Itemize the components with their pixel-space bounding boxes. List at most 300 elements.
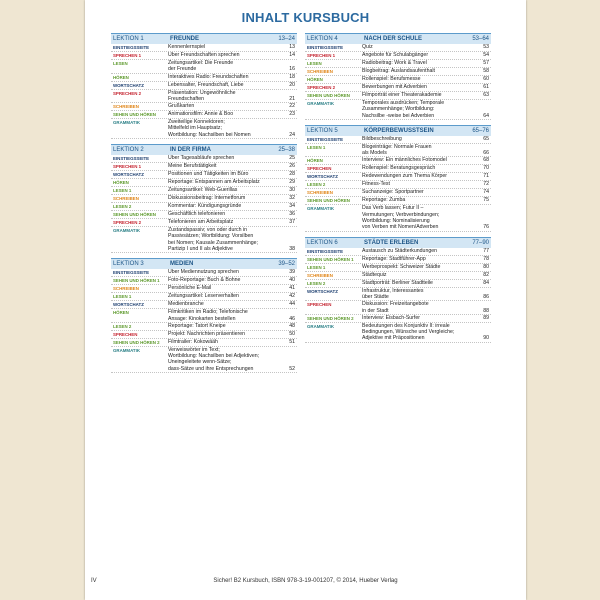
topic-text: Fitness-Test [362, 181, 390, 188]
lesson-header [305, 33, 491, 44]
topic-page: 64 [483, 112, 489, 119]
topic-lines [168, 211, 297, 218]
topic-page: 42 [289, 293, 295, 300]
topic-text: von Verben mit Nomen/Adverben [362, 224, 439, 231]
topic-line [168, 339, 297, 345]
topic-line [168, 52, 297, 58]
section-label: EINSTIEGSSEITE [307, 45, 344, 50]
topic-lines [168, 339, 297, 346]
topic-text: Meine Berufstätigkeit [168, 163, 217, 170]
topic-lines [362, 301, 491, 314]
topic-line [168, 132, 297, 138]
section-label: SEHEN UND HÖREN [113, 212, 156, 218]
contents-row [305, 60, 491, 68]
topic-page: 36 [289, 211, 295, 218]
contents-row [305, 288, 491, 302]
section-label: HÖREN [113, 180, 129, 186]
topic-lines [362, 44, 491, 51]
topic-lines [168, 171, 297, 178]
lesson-block [305, 237, 491, 343]
topic-page: 37 [289, 219, 295, 226]
topic-page: 28 [289, 171, 295, 178]
topic-line [168, 219, 297, 225]
topic-line [168, 163, 297, 169]
contents-row [111, 119, 297, 139]
topic-line [362, 173, 491, 179]
topic-page: 23 [289, 111, 295, 118]
topic-text: Mittelfeld im Hauptsatz; [168, 125, 222, 132]
topic-lines [168, 293, 297, 300]
topic-page: 71 [483, 173, 489, 180]
topic-lines [362, 76, 491, 83]
topic-text: Zusammenhänge; Wortbildung: [362, 106, 435, 113]
topic-text: Zeitungsartikel: Web-Guerillas [168, 187, 238, 194]
topic-line [362, 224, 491, 230]
topic-text: Präsentation: Ungewöhnliche [168, 89, 236, 96]
topic-page: 66 [483, 150, 489, 157]
section-label: SCHREIBEN [307, 69, 333, 74]
section-label: WORTSCHATZ [307, 288, 338, 294]
topic-lines [362, 144, 491, 157]
contents-row [305, 315, 491, 323]
section-label: LESEN 1 [113, 294, 132, 300]
topic-line [362, 157, 491, 163]
topic-line [168, 195, 297, 201]
topic-lines [168, 269, 297, 276]
lesson-title: MEDIEN [170, 261, 194, 268]
lesson-pages: 53–64 [472, 36, 489, 42]
topic-lines [362, 84, 491, 91]
topic-line [168, 366, 297, 372]
topic-text: Filmporträt einer Theaterakademie [362, 92, 442, 98]
topic-text: Zustandspassiv; von oder durch in [168, 227, 248, 234]
topic-text: Temporales ausdrücken; Temporale [362, 100, 445, 106]
contents-row [305, 248, 491, 256]
topic-text: Über Freundschaften sprechen [168, 52, 240, 58]
lesson-pages: 77–90 [472, 239, 489, 246]
topic-line [168, 103, 297, 109]
contents-row [111, 219, 297, 227]
topic-lines [362, 288, 491, 301]
topic-lines [168, 52, 297, 59]
topic-page: 88 [483, 307, 489, 314]
topic-line [168, 187, 297, 193]
topic-page: 77 [483, 247, 489, 254]
contents-row [111, 211, 297, 219]
topic-lines [362, 173, 491, 180]
topic-text: Adjektive mit Präpositionen [362, 335, 425, 342]
topic-text: Nachsilbe -weise bei Adverbien [362, 112, 435, 119]
topic-text: Rollenspiel: Beratungsgespräch [362, 165, 436, 172]
topic-text: Animationsfilm: Annie & Boo [168, 111, 234, 118]
topic-text: Blogbeitrag: Auslandsaufenthalt [362, 68, 435, 74]
topic-page: 75 [483, 197, 489, 204]
topic-page: 30 [289, 187, 295, 194]
lesson-block [111, 258, 297, 373]
topic-text: Medienbranche [168, 301, 204, 308]
contents-column-right [305, 33, 491, 348]
section-label: HÖREN [113, 310, 129, 316]
section-label: SEHEN UND HÖREN [307, 198, 350, 204]
lesson-header [111, 144, 297, 155]
topic-text: Interview: Ein männliches Fotomodel [362, 157, 447, 164]
topic-text: Reportage: Entspannen am Arbeitsplatz [168, 179, 260, 186]
topic-text: in der Stadt [362, 307, 389, 314]
topic-lines [168, 111, 297, 118]
section-label: SPRECHEN [307, 302, 332, 308]
section-label: LESEN 1 [307, 264, 326, 270]
contents-row [111, 82, 297, 90]
section-label: HÖREN [307, 158, 323, 164]
topic-line [362, 84, 491, 90]
contents-row [305, 68, 491, 76]
topic-page: 22 [289, 103, 295, 110]
topic-lines [362, 92, 491, 99]
topic-page: 70 [483, 165, 489, 172]
topic-text: Werbeprospekt: Schweizer Städte [362, 263, 441, 270]
lesson-number: LEKTION 6 [307, 239, 338, 246]
topic-text: Rollenspiel: Berufsmesse [362, 76, 421, 82]
topic-text: Wortbildung: Nominalisierung [362, 218, 430, 225]
topic-page: 24 [289, 131, 295, 138]
topic-text: Filmtrailer: Kokowääh [168, 338, 218, 345]
contents-row [111, 277, 297, 285]
contents-row [111, 179, 297, 187]
topic-line [168, 179, 297, 185]
contents-row [305, 165, 491, 173]
lesson-number: LEKTION 4 [307, 36, 338, 42]
topic-line [362, 264, 491, 270]
section-label: EINSTIEGSSEITE [113, 45, 150, 50]
topic-line [362, 113, 491, 119]
section-label: LESEN 2 [113, 323, 132, 329]
contents-row [305, 100, 491, 120]
topic-line [362, 335, 491, 341]
topic-lines [168, 74, 297, 81]
contents-row [305, 84, 491, 92]
topic-text: Passivsätzen; Wortbildung: Vorsilben [168, 233, 254, 240]
topic-lines [362, 136, 491, 143]
topic-page: 53 [483, 44, 489, 50]
topic-text: Ansage: Kinokarten bestellen [168, 315, 236, 322]
topic-text: Lebensalter, Freundschaft, Liebe [168, 81, 244, 88]
contents-row [111, 269, 297, 277]
section-label: LESEN 2 [307, 182, 326, 188]
section-label: SCHREIBEN [113, 104, 139, 110]
section-label: LESEN 2 [307, 280, 326, 286]
contents-row [111, 171, 297, 179]
topic-lines [362, 272, 491, 279]
contents-row [111, 323, 297, 331]
topic-text: Kennenlernspiel [168, 44, 206, 50]
lesson-block [111, 33, 297, 139]
section-label: LESEN [307, 61, 322, 66]
contents-row [111, 163, 297, 171]
topic-line [362, 68, 491, 74]
topic-line [168, 246, 297, 252]
section-label: SPRECHEN 2 [113, 220, 142, 226]
topic-text: Infrastruktur, Interessantes [362, 287, 424, 294]
contents-row [111, 90, 297, 104]
topic-page: 63 [483, 92, 489, 98]
section-label: SPRECHEN 1 [113, 53, 142, 58]
section-label: SEHEN UND HÖREN 1 [113, 278, 160, 284]
topic-page: 65 [483, 135, 489, 142]
topic-page: 13 [289, 44, 295, 50]
topic-line [168, 44, 297, 50]
topic-line [362, 181, 491, 187]
topic-line [168, 269, 297, 275]
section-label: WORTSCHATZ [307, 174, 338, 180]
topic-text: Über Tagesabläufe sprechen [168, 155, 235, 162]
section-label: WORTSCHATZ [113, 82, 144, 88]
topic-text: Über Mediennutzung sprechen [168, 269, 239, 276]
topic-text: Angebote für Schulabgänger [362, 52, 429, 58]
contents-row [305, 52, 491, 60]
topic-text: Foto-Reportage: Buch & Bohne [168, 277, 241, 284]
topic-page: 80 [483, 263, 489, 270]
section-label: SCHREIBEN [113, 196, 139, 202]
lesson-title: FREUNDE [170, 36, 200, 42]
section-label: GRAMMATIK [113, 228, 140, 234]
contents-row [305, 92, 491, 100]
topic-text: Blogeinträge: Normale Frauen [362, 143, 432, 150]
topic-line [168, 316, 297, 322]
topic-page: 82 [483, 271, 489, 278]
topic-text: Zeitungsartikel: Leserverhalten [168, 293, 239, 300]
topic-line [362, 76, 491, 82]
contents-row [111, 293, 297, 301]
topic-lines [362, 68, 491, 75]
topic-page: 61 [483, 84, 489, 90]
topic-lines [168, 187, 297, 194]
section-label: SPRECHEN [113, 331, 138, 337]
section-label: LESEN 1 [307, 144, 326, 150]
topic-lines [362, 100, 491, 119]
topic-text: Radiobeitrag: Work & Travel [362, 60, 427, 66]
topic-lines [362, 280, 491, 287]
topic-page: 89 [483, 314, 489, 321]
topic-page: 58 [483, 68, 489, 74]
topic-text: Wortbildung: Nachsilben bei Adjektiven; [168, 353, 260, 360]
topic-text: Stadtporträt: Berliner Stadtteile [362, 279, 433, 286]
topic-text: Das Verb lassen; Futur II – [362, 205, 424, 212]
section-label: LESEN 2 [113, 204, 132, 210]
topic-text: Reportage: Stadtführer-App [362, 255, 426, 262]
topic-page: 78 [483, 255, 489, 262]
section-label: GRAMMATIK [113, 347, 140, 353]
topic-text: Zeitungsartikel: Die Freunde [168, 60, 234, 66]
contents-row [305, 173, 491, 181]
topic-lines [168, 203, 297, 210]
lesson-pages: 25–38 [278, 147, 295, 154]
topic-text: Persönliche E-Mail [168, 285, 212, 292]
topic-page: 51 [289, 338, 295, 345]
contents-row [111, 155, 297, 163]
contents-row [305, 272, 491, 280]
topic-page: 72 [483, 181, 489, 188]
contents-row [111, 111, 297, 119]
topic-text: Bildbeschreibung [362, 135, 402, 142]
lesson-pages: 39–52 [278, 261, 295, 268]
lesson-block [305, 33, 491, 120]
topic-lines [362, 323, 491, 342]
contents-row [305, 264, 491, 272]
section-label: SEHEN UND HÖREN [113, 112, 156, 118]
contents-column-left [111, 33, 297, 378]
topic-line [168, 293, 297, 299]
topic-page: 25 [289, 155, 295, 162]
section-label: EINSTIEGSSEITE [307, 248, 344, 254]
contents-row [305, 280, 491, 288]
topic-lines [168, 331, 297, 338]
topic-line [362, 248, 491, 254]
topic-lines [168, 219, 297, 226]
contents-row [111, 187, 297, 195]
topic-lines [362, 264, 491, 271]
topic-line [168, 285, 297, 291]
topic-page: 54 [483, 52, 489, 58]
contents-row [111, 309, 297, 323]
topic-page: 76 [483, 224, 489, 231]
topic-line [362, 272, 491, 278]
lesson-number: LEKTION 3 [113, 261, 144, 268]
topic-text: Reportage: Zumba [362, 197, 406, 204]
section-label: SPRECHEN 1 [113, 164, 142, 170]
contents-row [111, 285, 297, 293]
lesson-block [305, 125, 491, 232]
section-label: SEHEN UND HÖREN 1 [307, 256, 354, 262]
topic-lines [168, 103, 297, 110]
topic-text: Verweiswörter im Text; [168, 346, 220, 353]
topic-line [362, 197, 491, 203]
topic-page: 84 [483, 279, 489, 286]
topic-text: Bedeutungen des Konjunktiv II: irreale [362, 322, 450, 329]
contents-row [305, 181, 491, 189]
topic-page: 52 [289, 365, 295, 372]
topic-text: Projekt: Nachrichten präsentieren [168, 330, 245, 337]
topic-line [362, 294, 491, 300]
lesson-number: LEKTION 2 [113, 147, 144, 154]
page-number: IV [91, 578, 97, 584]
topic-text: als Models [362, 150, 387, 157]
topic-lines [362, 248, 491, 255]
topic-line [362, 189, 491, 195]
section-label: SCHREIBEN [307, 190, 333, 196]
contents-row [305, 157, 491, 165]
section-label: SEHEN UND HÖREN 2 [307, 315, 354, 321]
topic-text: Interaktives Radio: Freundschaften [168, 73, 249, 80]
lesson-pages: 65–76 [472, 127, 489, 134]
topic-text: Positionen und Tätigkeiten im Büro [168, 171, 249, 178]
section-label: LESEN [113, 61, 128, 66]
topic-line [168, 82, 297, 88]
topic-text: Wortbildung: Nachsilben bei Nomen [168, 131, 251, 138]
page-title: INHALT KURSBUCH [241, 10, 370, 25]
topic-lines [362, 205, 491, 230]
topic-lines [168, 301, 297, 308]
lesson-title: IN DER FIRMA [170, 147, 211, 154]
topic-lines [168, 179, 297, 186]
topic-text: Bedingungen, Wünsche und Vergleiche; [362, 329, 455, 336]
topic-text: Kommentar: Kündigungsgründe [168, 203, 242, 210]
topic-text: Freundschaften [168, 95, 205, 102]
topic-text: Partizip I und II als Adjektive [168, 245, 233, 252]
contents-page [85, 0, 526, 600]
topic-text: Redewendungen zum Thema Körper [362, 173, 447, 180]
topic-line [362, 52, 491, 58]
section-label: SPRECHEN 2 [307, 85, 336, 90]
section-label: EINSTIEGSSEITE [113, 156, 150, 162]
lesson-number: LEKTION 1 [113, 36, 144, 42]
topic-page: 18 [289, 73, 295, 80]
section-label: GRAMMATIK [113, 120, 140, 126]
topic-line [362, 165, 491, 171]
lesson-header [111, 258, 297, 269]
topic-text: Grußkarten [168, 103, 195, 110]
topic-lines [362, 157, 491, 164]
topic-page: 74 [483, 189, 489, 196]
topic-line [168, 277, 297, 283]
contents-row [111, 195, 297, 203]
topic-text: bei Nomen; Kausale Zusammenhänge; [168, 239, 258, 246]
topic-lines [362, 52, 491, 59]
contents-row [305, 189, 491, 197]
topic-lines [362, 181, 491, 188]
contents-row [305, 76, 491, 84]
contents-row [305, 144, 491, 158]
contents-row [111, 301, 297, 309]
lesson-title: KÖRPERBEWUSSTSEIN [364, 127, 434, 134]
lesson-pages: 13–24 [278, 36, 295, 42]
topic-page: 90 [483, 335, 489, 342]
topic-text: Reportage: Tatort Kneipe [168, 322, 226, 329]
section-label: SPRECHEN [307, 166, 332, 172]
topic-text: Filmkritiken im Radio; Telefonische [168, 309, 248, 316]
contents-row [305, 323, 491, 343]
topic-lines [362, 315, 491, 322]
topic-lines [168, 195, 297, 202]
contents-row [111, 331, 297, 339]
contents-row [111, 203, 297, 211]
section-label: EINSTIEGSSEITE [307, 136, 344, 142]
topic-lines [362, 197, 491, 204]
contents-row [305, 256, 491, 264]
lesson-title: STÄDTE ERLEBEN [364, 239, 419, 246]
topic-text: Suchanzeige: Sportpartner [362, 189, 424, 196]
topic-lines [362, 256, 491, 263]
topic-text: Interview: Eisbach-Surfer [362, 314, 420, 321]
topic-text: Diskussion: Freizeitangebote [362, 301, 429, 308]
topic-page: 68 [483, 157, 489, 164]
topic-line [168, 111, 297, 117]
lesson-title: NACH DER SCHULE [364, 36, 423, 42]
topic-line [362, 315, 491, 321]
topic-text: Austausch zu Städterkundungen [362, 247, 437, 254]
topic-page: 44 [289, 301, 295, 308]
contents-row [111, 227, 297, 253]
section-label: GRAMMATIK [307, 206, 334, 212]
topic-line [362, 60, 491, 66]
topic-text: der Freunde [168, 66, 197, 73]
topic-lines [168, 90, 297, 103]
contents-row [111, 339, 297, 347]
topic-line [168, 331, 297, 337]
section-label: HÖREN [113, 74, 129, 80]
contents-row [111, 103, 297, 111]
section-label: SPRECHEN 1 [307, 53, 336, 58]
topic-lines [168, 323, 297, 330]
